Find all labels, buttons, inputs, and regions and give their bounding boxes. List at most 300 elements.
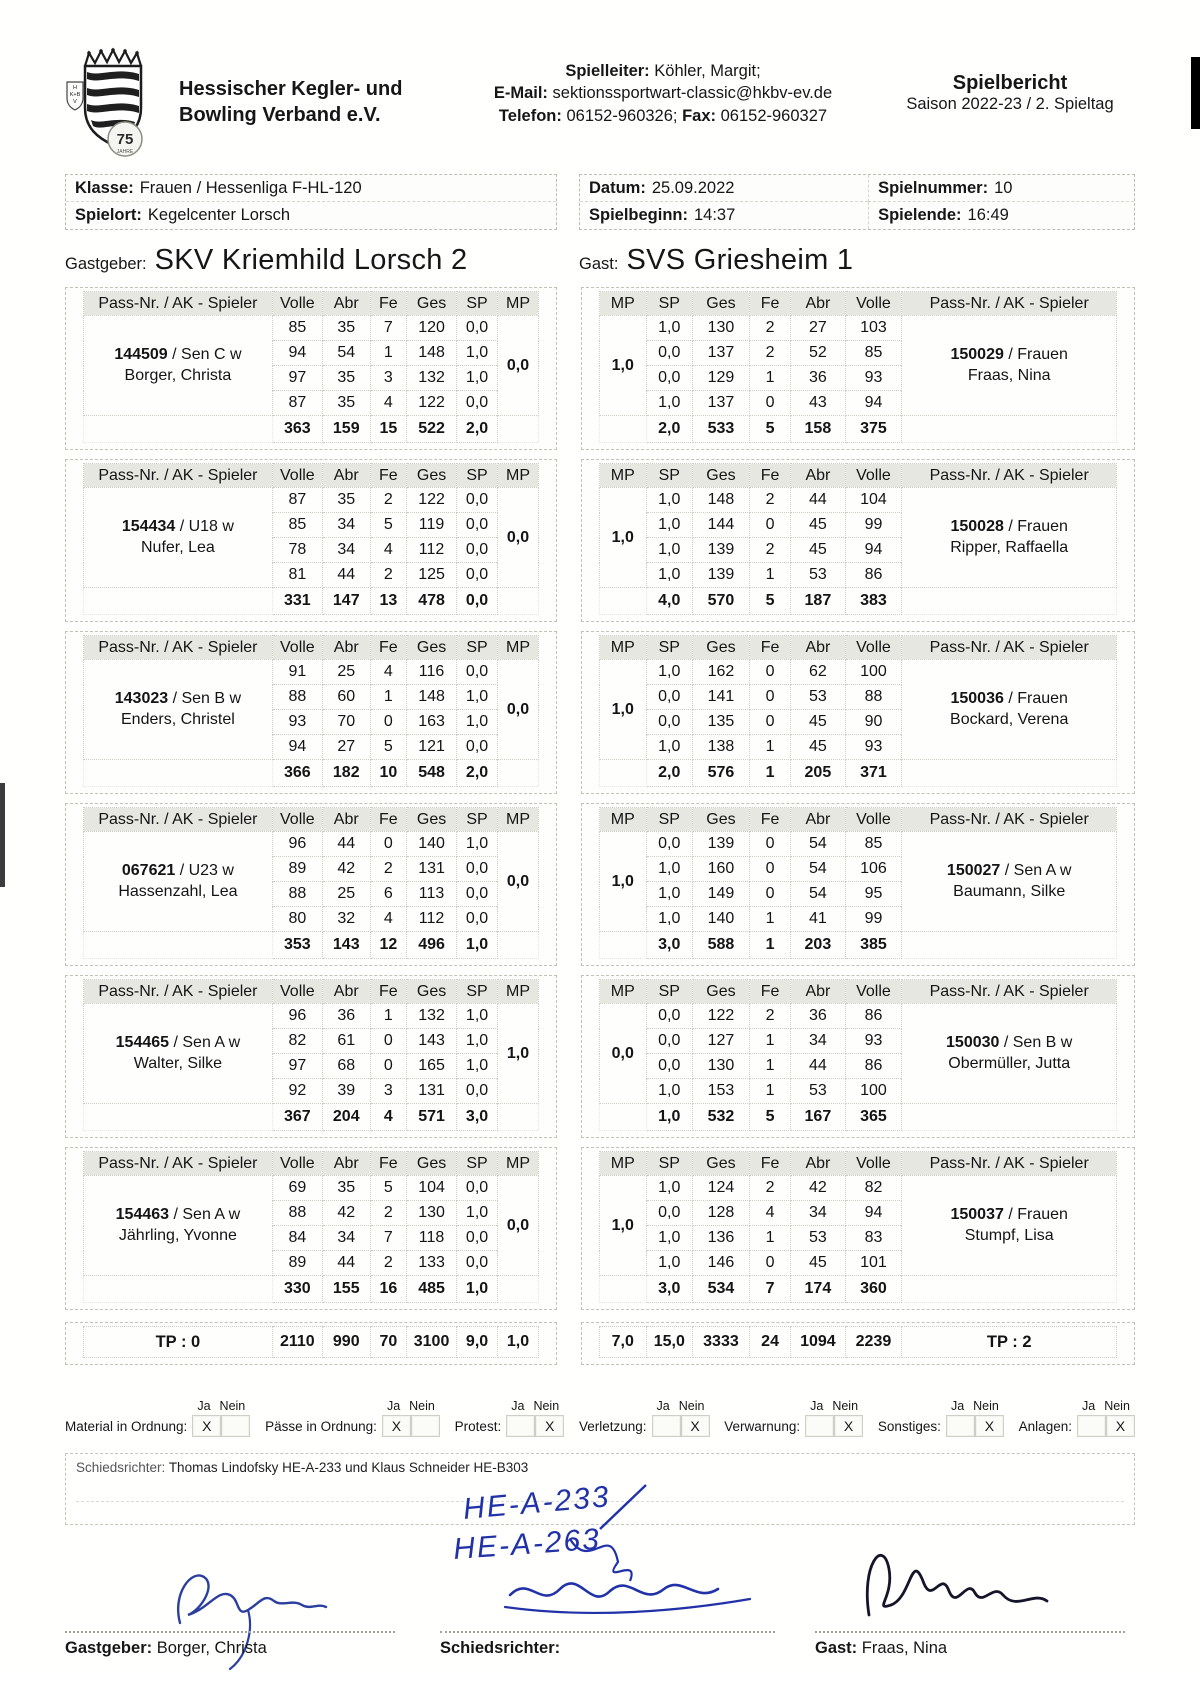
checkbox-nein	[411, 1415, 440, 1437]
check-group	[579, 1399, 710, 1437]
score-cell: 140	[407, 832, 457, 857]
mp-cell-empty	[600, 416, 647, 443]
score-cell: 93	[845, 1029, 902, 1054]
total-cell: 204	[322, 1104, 370, 1131]
player-cell-empty	[902, 932, 1117, 959]
column-header: Fe	[370, 464, 406, 488]
score-cell: 95	[845, 882, 902, 907]
mp-cell: 1,0	[600, 1176, 647, 1276]
column-header: Volle	[845, 292, 902, 316]
score-cell: 97	[272, 366, 322, 391]
score-cell: 45	[791, 735, 845, 760]
svg-text:V: V	[73, 99, 77, 105]
score-cell: 144	[693, 513, 750, 538]
column-header: Fe	[749, 292, 790, 316]
score-cell: 99	[845, 907, 902, 932]
score-cell: 62	[791, 660, 845, 685]
total-cell: 331	[272, 588, 322, 615]
score-cell: 2	[370, 857, 406, 882]
player-name: Hassenzahl, Lea	[118, 882, 238, 900]
total-cell: 3,0	[646, 932, 693, 959]
player-cell-empty	[902, 760, 1117, 787]
score-cell: 118	[407, 1226, 457, 1251]
player-name: Stumpf, Lisa	[964, 1226, 1054, 1244]
score-cell: 93	[845, 366, 902, 391]
score-cell: 1,0	[457, 341, 498, 366]
player-cell-empty	[84, 760, 273, 787]
total-cell: 363	[272, 416, 322, 443]
score-cell: 1,0	[646, 1079, 693, 1104]
score-cell: 82	[272, 1029, 322, 1054]
score-cell: 27	[791, 316, 845, 341]
player-cell: 150029 / Frauen Fraas, Nina	[902, 316, 1117, 416]
score-cell: 25	[322, 660, 370, 685]
score-cell: 122	[407, 391, 457, 416]
score-cell: 0,0	[457, 316, 498, 341]
score-cell: 103	[845, 316, 902, 341]
column-header: Abr	[791, 808, 845, 832]
hkbv-logo	[65, 46, 165, 162]
referee-signature	[450, 1477, 790, 1637]
column-header-player: Pass-Nr. / AK - Spieler	[84, 808, 273, 832]
guest-player-block	[581, 287, 1135, 450]
home-team-label: Gastgeber:	[65, 255, 147, 273]
score-cell: 132	[407, 1004, 457, 1029]
klasse-row: Klasse: Frauen / Hessenliga F-HL-120	[66, 175, 556, 202]
score-cell: 69	[272, 1176, 322, 1201]
player-pass-nr: 150029	[950, 346, 1004, 364]
column-header: Abr	[322, 1152, 370, 1176]
score-cell: 54	[791, 882, 845, 907]
player-name: Bockard, Verena	[950, 710, 1069, 728]
column-header: Ges	[693, 464, 750, 488]
score-cell: 41	[791, 907, 845, 932]
score-cell: 153	[693, 1079, 750, 1104]
score-cell: 89	[272, 857, 322, 882]
home-player-block	[65, 1147, 557, 1310]
score-cell: 81	[272, 563, 322, 588]
total-cell: 155	[322, 1276, 370, 1303]
score-cell: 130	[693, 316, 750, 341]
score-cell: 0,0	[457, 882, 498, 907]
score-cell: 39	[322, 1079, 370, 1104]
column-header: SP	[457, 292, 498, 316]
check-label: Protest:	[454, 1419, 502, 1434]
class-location-box	[65, 174, 557, 230]
score-cell: 1,0	[646, 1226, 693, 1251]
player-pass-nr: 150037	[950, 1206, 1004, 1224]
score-cell: 99	[845, 513, 902, 538]
score-cell: 1,0	[646, 1251, 693, 1276]
total-cell: 3,0	[457, 1104, 498, 1131]
score-cell: 104	[407, 1176, 457, 1201]
score-cell: 0	[749, 1251, 790, 1276]
column-header: Fe	[370, 636, 406, 660]
home-score-table	[83, 1151, 539, 1303]
player-cell-empty	[902, 588, 1117, 615]
total-cell: 367	[272, 1104, 322, 1131]
score-cell: 1	[749, 1079, 790, 1104]
score-cell: 1,0	[457, 1054, 498, 1079]
checkbox-nein: X	[1106, 1415, 1135, 1437]
score-cell: 85	[845, 341, 902, 366]
column-header: Ges	[407, 292, 457, 316]
total-cell: 366	[272, 760, 322, 787]
score-cell: 25	[322, 882, 370, 907]
total-cell: 15	[370, 416, 406, 443]
score-cell: 36	[791, 366, 845, 391]
checkbox-nein: X	[535, 1415, 564, 1437]
check-group	[878, 1399, 1004, 1437]
match-row	[65, 287, 1135, 450]
mp-cell: 0,0	[498, 832, 539, 932]
signature-line	[815, 1631, 1125, 1633]
mp-cell-empty	[600, 1276, 647, 1303]
score-cell: 52	[791, 341, 845, 366]
column-header: Ges	[407, 1152, 457, 1176]
score-cell: 53	[791, 563, 845, 588]
score-cell: 45	[791, 538, 845, 563]
score-cell: 89	[272, 1251, 322, 1276]
home-player-block	[65, 287, 557, 450]
score-cell: 112	[407, 538, 457, 563]
column-header: MP	[498, 1152, 539, 1176]
score-cell: 43	[791, 391, 845, 416]
score-cell: 34	[791, 1201, 845, 1226]
score-cell: 104	[845, 488, 902, 513]
score-cell: 90	[845, 710, 902, 735]
score-cell: 94	[272, 735, 322, 760]
score-cell: 32	[322, 907, 370, 932]
guest-player-block	[581, 1147, 1135, 1310]
grand-total-cell: 1,0	[498, 1327, 539, 1358]
score-cell: 53	[791, 1226, 845, 1251]
column-header: Fe	[749, 980, 790, 1004]
checkbox-ja: X	[382, 1415, 411, 1437]
score-cell: 2	[749, 1176, 790, 1201]
total-cell: 2,0	[646, 760, 693, 787]
mp-cell: 0,0	[498, 488, 539, 588]
total-cell: 147	[322, 588, 370, 615]
column-header: Fe	[370, 808, 406, 832]
spielbeginn-row: Spielbeginn: 14:37	[589, 206, 736, 224]
home-player-block	[65, 631, 557, 794]
player-name: Fraas, Nina	[967, 366, 1051, 384]
score-cell: 87	[272, 391, 322, 416]
column-header: Abr	[791, 636, 845, 660]
mp-cell-empty	[498, 1104, 539, 1131]
spielort-row: Spielort: Kegelcenter Lorsch	[75, 206, 291, 224]
score-cell: 133	[407, 1251, 457, 1276]
svg-text:HE-A-233: HE-A-233	[461, 1480, 612, 1526]
total-cell: 1,0	[457, 1276, 498, 1303]
score-cell: 84	[272, 1226, 322, 1251]
player-pass-nr: 154463	[115, 1206, 170, 1224]
column-header-player: Pass-Nr. / AK - Spieler	[902, 464, 1117, 488]
player-name: Enders, Christel	[121, 710, 235, 728]
column-header-player: Pass-Nr. / AK - Spieler	[84, 636, 273, 660]
player-cell: 154465 / Sen A w Walter, Silke	[84, 1004, 273, 1104]
checkbox-ja	[506, 1415, 535, 1437]
score-cell: 4	[370, 391, 406, 416]
home-player-block	[65, 975, 557, 1138]
score-cell: 34	[322, 538, 370, 563]
score-cell: 130	[407, 1201, 457, 1226]
score-cell: 2	[370, 563, 406, 588]
score-cell: 1	[749, 1226, 790, 1251]
referee-note: Schiedsrichter: Thomas Lindofsky HE-A-233 und Klaus Schneider HE-B303	[76, 1460, 529, 1475]
checkbox-nein	[221, 1415, 250, 1437]
total-cell: 571	[407, 1104, 457, 1131]
score-cell: 1,0	[457, 1004, 498, 1029]
score-cell: 85	[845, 832, 902, 857]
score-cell: 112	[407, 907, 457, 932]
column-header: Volle	[845, 464, 902, 488]
player-cell-empty	[84, 416, 273, 443]
total-cell: 158	[791, 416, 845, 443]
column-header: Ges	[407, 464, 457, 488]
checkbox-ja	[805, 1415, 834, 1437]
score-cell: 1,0	[646, 857, 693, 882]
player-name: Nufer, Lea	[141, 538, 215, 556]
score-cell: 35	[322, 1176, 370, 1201]
column-header: SP	[646, 464, 693, 488]
signature-line	[440, 1631, 775, 1633]
column-header: Abr	[791, 980, 845, 1004]
score-cell: 54	[791, 832, 845, 857]
column-header: Fe	[749, 464, 790, 488]
guest-player-block	[581, 631, 1135, 794]
score-cell: 68	[322, 1054, 370, 1079]
player-cell-empty	[84, 588, 273, 615]
total-cell: 365	[845, 1104, 902, 1131]
checkbox-ja	[1077, 1415, 1106, 1437]
score-cell: 1	[749, 907, 790, 932]
guest-player-block	[581, 975, 1135, 1138]
player-cell-empty	[84, 932, 273, 959]
column-header: MP	[498, 980, 539, 1004]
column-header: Volle	[845, 1152, 902, 1176]
score-cell: 87	[272, 488, 322, 513]
score-cell: 0	[749, 391, 790, 416]
total-cell: 13	[370, 588, 406, 615]
referee-signature-block	[440, 1480, 775, 1695]
svg-text:75: 75	[116, 131, 134, 148]
score-cell: 2	[749, 341, 790, 366]
score-cell: 0,0	[457, 735, 498, 760]
score-cell: 124	[693, 1176, 750, 1201]
ja-nein-labels: Ja Nein	[810, 1399, 859, 1413]
score-cell: 1,0	[646, 735, 693, 760]
ja-nein-labels: Ja Nein	[197, 1399, 246, 1413]
score-cell: 2	[749, 538, 790, 563]
score-cell: 85	[272, 316, 322, 341]
score-cell: 70	[322, 710, 370, 735]
total-cell: 182	[322, 760, 370, 787]
score-cell: 140	[693, 907, 750, 932]
home-score-table	[83, 635, 539, 787]
grand-totals-row	[65, 1322, 1135, 1365]
checks-row	[65, 1399, 1135, 1437]
score-cell: 0	[749, 513, 790, 538]
score-cell: 0,0	[457, 513, 498, 538]
organization-name	[179, 46, 441, 162]
score-cell: 2	[749, 1004, 790, 1029]
score-cell: 4	[370, 538, 406, 563]
score-cell: 1	[749, 1054, 790, 1079]
signature-row	[65, 1480, 1135, 1695]
total-cell: 203	[791, 932, 845, 959]
column-header: MP	[600, 1152, 647, 1176]
score-cell: 1,0	[646, 660, 693, 685]
mp-cell: 0,0	[498, 1176, 539, 1276]
player-cell: 150027 / Sen A w Baumann, Silke	[902, 832, 1117, 932]
total-cell: 187	[791, 588, 845, 615]
total-cell: 2,0	[646, 416, 693, 443]
column-header: SP	[646, 636, 693, 660]
column-header: Fe	[749, 636, 790, 660]
total-cell: 4	[370, 1104, 406, 1131]
score-cell: 0	[749, 857, 790, 882]
score-cell: 122	[693, 1004, 750, 1029]
hessen-coat-of-arms-icon	[65, 46, 165, 158]
checkbox-nein: X	[834, 1415, 863, 1437]
player-name: Jährling, Yvonne	[118, 1226, 237, 1244]
match-row	[65, 803, 1135, 966]
score-cell: 127	[693, 1029, 750, 1054]
score-cell: 128	[693, 1201, 750, 1226]
score-cell: 96	[272, 832, 322, 857]
column-header: Volle	[272, 1152, 322, 1176]
column-header: MP	[498, 464, 539, 488]
total-cell: 1	[749, 932, 790, 959]
column-header-player: Pass-Nr. / AK - Spieler	[902, 292, 1117, 316]
column-header: Fe	[749, 808, 790, 832]
score-cell: 148	[693, 488, 750, 513]
total-cell: 576	[693, 760, 750, 787]
score-cell: 0,0	[457, 488, 498, 513]
column-header: Fe	[370, 292, 406, 316]
score-cell: 34	[791, 1029, 845, 1054]
column-header: Abr	[322, 808, 370, 832]
score-cell: 0	[370, 832, 406, 857]
score-cell: 1	[749, 1029, 790, 1054]
player-pass-nr: 150028	[950, 518, 1004, 536]
player-cell-empty	[84, 1276, 273, 1303]
ja-nein-labels: Ja Nein	[950, 1399, 999, 1413]
guest-score-table	[599, 463, 1117, 615]
score-cell: 1,0	[646, 1176, 693, 1201]
email-line: E-Mail: sektionssportwart-classic@hkbv-ev.de	[493, 84, 833, 103]
score-cell: 1,0	[646, 882, 693, 907]
score-cell: 44	[322, 563, 370, 588]
score-cell: 121	[407, 735, 457, 760]
home-player-block	[65, 459, 557, 622]
score-cell: 35	[322, 391, 370, 416]
score-cell: 137	[693, 391, 750, 416]
column-header-player: Pass-Nr. / AK - Spieler	[902, 808, 1117, 832]
ja-nein-labels: Ja Nein	[511, 1399, 560, 1413]
column-header: MP	[600, 464, 647, 488]
ja-nein-labels: Ja Nein	[656, 1399, 705, 1413]
total-cell: 3,0	[646, 1276, 693, 1303]
score-cell: 0,0	[457, 857, 498, 882]
home-totals-strip	[65, 1322, 557, 1365]
grand-total-cell: 990	[322, 1327, 370, 1358]
column-header: SP	[646, 1152, 693, 1176]
phone-line: Telefon: 06152-960326; Fax: 06152-960327	[498, 106, 828, 125]
score-cell: 0,0	[646, 1054, 693, 1079]
score-cell: 27	[322, 735, 370, 760]
mp-cell-empty	[600, 760, 647, 787]
score-cell: 0,0	[457, 1176, 498, 1201]
score-cell: 2	[749, 316, 790, 341]
grand-total-cell: 70	[370, 1327, 406, 1358]
guest-signature-block	[815, 1525, 1125, 1695]
total-cell: 383	[845, 588, 902, 615]
column-header: Abr	[322, 636, 370, 660]
match-row	[65, 631, 1135, 794]
total-cell: 522	[407, 416, 457, 443]
player-pass-nr: 150036	[950, 690, 1004, 708]
score-cell: 42	[791, 1176, 845, 1201]
score-cell: 100	[845, 660, 902, 685]
grand-total-cell: 2110	[272, 1327, 322, 1358]
score-cell: 45	[791, 1251, 845, 1276]
total-cell: 174	[791, 1276, 845, 1303]
score-cell: 0	[370, 710, 406, 735]
org-line-1: Hessischer Kegler- und	[179, 78, 403, 100]
score-cell: 143	[407, 1029, 457, 1054]
score-cell: 2	[370, 1201, 406, 1226]
score-cell: 2	[370, 488, 406, 513]
total-cell: 570	[693, 588, 750, 615]
total-cell: 1,0	[457, 932, 498, 959]
total-cell: 485	[407, 1276, 457, 1303]
score-cell: 0,0	[457, 1226, 498, 1251]
player-name: Obermüller, Jutta	[948, 1054, 1071, 1072]
score-cell: 82	[845, 1176, 902, 1201]
score-cell: 0	[749, 660, 790, 685]
mp-cell: 1,0	[498, 1004, 539, 1104]
column-header: Abr	[791, 1152, 845, 1176]
score-cell: 1	[370, 1004, 406, 1029]
svg-text:K+B: K+B	[69, 92, 81, 98]
spielleiter-line: Spielleiter: Köhler, Margit;	[565, 62, 761, 80]
score-cell: 0	[370, 1054, 406, 1079]
column-header: SP	[457, 464, 498, 488]
score-cell: 2	[370, 1251, 406, 1276]
score-cell: 160	[693, 857, 750, 882]
score-cell: 0,0	[646, 832, 693, 857]
score-cell: 94	[845, 1201, 902, 1226]
score-cell: 5	[370, 513, 406, 538]
score-cell: 7	[370, 1226, 406, 1251]
column-header: Volle	[845, 808, 902, 832]
checkbox-ja	[652, 1415, 681, 1437]
score-cell: 4	[749, 1201, 790, 1226]
score-cell: 88	[272, 685, 322, 710]
grand-total-cell: 3100	[407, 1327, 457, 1358]
column-header-player: Pass-Nr. / AK - Spieler	[84, 1152, 273, 1176]
column-header: MP	[498, 808, 539, 832]
total-cell: 360	[845, 1276, 902, 1303]
check-label: Anlagen:	[1018, 1419, 1072, 1434]
score-cell: 1	[749, 366, 790, 391]
home-team-name: SKV Kriemhild Lorsch 2	[154, 244, 468, 276]
score-cell: 1,0	[457, 366, 498, 391]
column-header: SP	[646, 808, 693, 832]
